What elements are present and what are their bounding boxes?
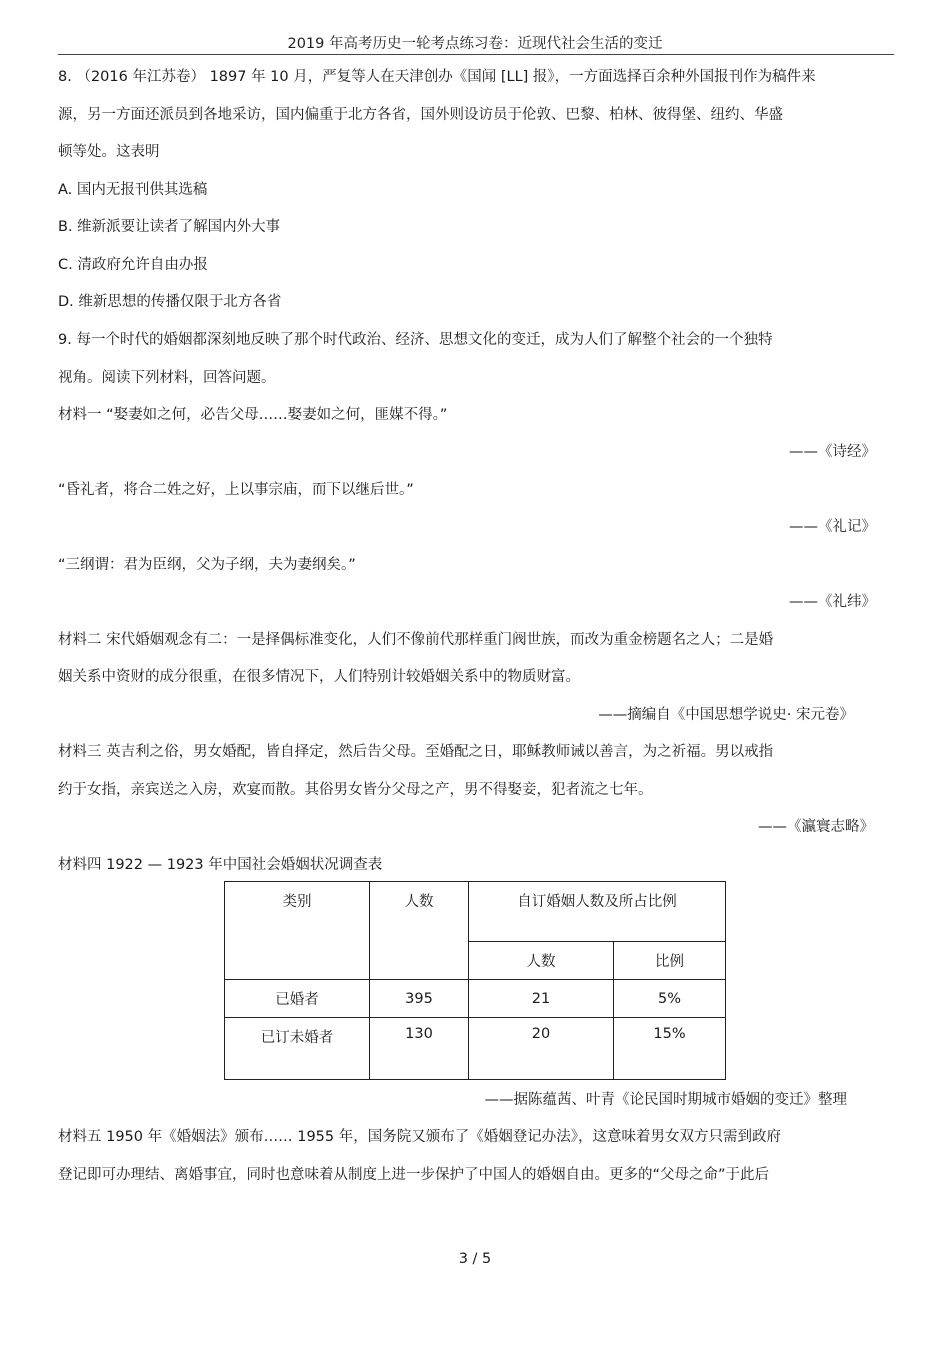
row-self-people: 20: [469, 1018, 614, 1080]
row-people: 130: [370, 1018, 469, 1080]
material-1b-text: “昏礼者，将合二姓之好，上以事宗庙，而下以继后世。”: [58, 482, 414, 498]
q9-line-2: 视角。阅读下列材料，回答问题。: [58, 370, 276, 386]
header-self-arranged: 自订婚姻人数及所占比例: [469, 882, 726, 942]
material-1c-source: ——《礼纬》: [789, 594, 876, 610]
header-people: 人数: [370, 882, 469, 980]
material-2-line-2: 姻关系中资财的成分很重，在很多情况下，人们特别计较婚姻关系中的物质财富。: [58, 669, 580, 685]
material-3-line-1: 材料三 英吉利之俗，男女婚配，皆自择定，然后告父母。至婚配之日，耶稣教师诫以善言，为之祈福。男以戒指: [58, 744, 774, 760]
q9-line-1: 9. 每一个时代的婚姻都深刻地反映了那个时代政治、经济、思想文化的变迁，成为人们了解整个社会的一个独特: [58, 332, 773, 348]
page-header: 2019 年高考历史一轮考点练习卷：近现代社会生活的变迁: [287, 36, 663, 52]
material-3-line-2: 约于女指，亲宾送之入房，欢宴而散。其俗男女皆分父母之产，男不得娶妾，犯者流之七年。: [58, 782, 653, 798]
material-1c-text: “三纲谓：君为臣纲，父为子纲，夫为妻纲矣。”: [58, 557, 356, 573]
table-row: [225, 980, 726, 1018]
q8-line-3: 顿等处。这表明: [58, 144, 160, 160]
material-1b-source: ——《礼记》: [789, 519, 876, 535]
subheader-people: 人数: [469, 942, 614, 980]
page-number: 3 / 5: [458, 1251, 492, 1267]
material-5-line-1: 材料五 1950 年《婚姻法》颁布…… 1955 年，国务院又颁布了《婚姻登记办法》，这意味着男女双方只需到政府: [58, 1129, 781, 1145]
material-2-source: ——摘编自《中国思想学说史· 宋元卷》: [598, 707, 854, 723]
row-ratio: 5%: [614, 980, 726, 1018]
subheader-ratio: 比例: [614, 942, 726, 980]
marriage-survey-table: [224, 881, 726, 1080]
material-2-line-1: 材料二 宋代婚姻观念有二：一是择偶标准变化，人们不像前代那样重门阀世族，而改为重金榜题名之人；二是婚: [58, 632, 774, 648]
material-1-source: ——《诗经》: [789, 444, 876, 460]
table-row: [225, 1018, 726, 1080]
material-4-title: 材料四 1922 — 1923 年中国社会婚姻状况调查表: [58, 857, 383, 873]
q8-option-c: C. 清政府允许自由办报: [58, 257, 208, 273]
row-ratio: 15%: [614, 1018, 726, 1080]
row-self-people: 21: [469, 980, 614, 1018]
row-category: 已婚者: [225, 980, 370, 1018]
q8-option-d: D. 维新思想的传播仅限于北方各省: [58, 294, 282, 310]
material-4-source: ——据陈蕴茜、叶青《论民国时期城市婚姻的变迁》整理: [484, 1092, 847, 1108]
q8-line-2: 源，另一方面还派员到各地采访，国内偏重于北方各省，国外则设访员于伦敦、巴黎、柏林、彼得堡、纽约、华盛: [58, 107, 783, 123]
row-category: 已订未婚者: [225, 1018, 370, 1080]
material-3-source: ——《瀛寰志略》: [758, 819, 874, 835]
material-1-text: 材料一 “娶妻如之何，必告父母……娶妻如之何，匪媒不得。”: [58, 407, 448, 423]
q8-line-1: 8. （2016 年江苏卷） 1897 年 10 月，严复等人在天津创办《国闻 [LL] 报》，一方面选择百余种外国报刊作为稿件来: [58, 69, 816, 85]
row-people: 395: [370, 980, 469, 1018]
material-5-line-2: 登记即可办理结、离婚事宜，同时也意味着从制度上进一步保护了中国人的婚姻自由。更多的“父母之命”于此后: [58, 1167, 770, 1183]
q8-option-b: B. 维新派要让读者了解国内外大事: [58, 219, 281, 235]
q8-option-a: A. 国内无报刊供其选稿: [58, 182, 208, 198]
header-category: 类别: [225, 882, 370, 980]
header-divider: [58, 54, 894, 55]
